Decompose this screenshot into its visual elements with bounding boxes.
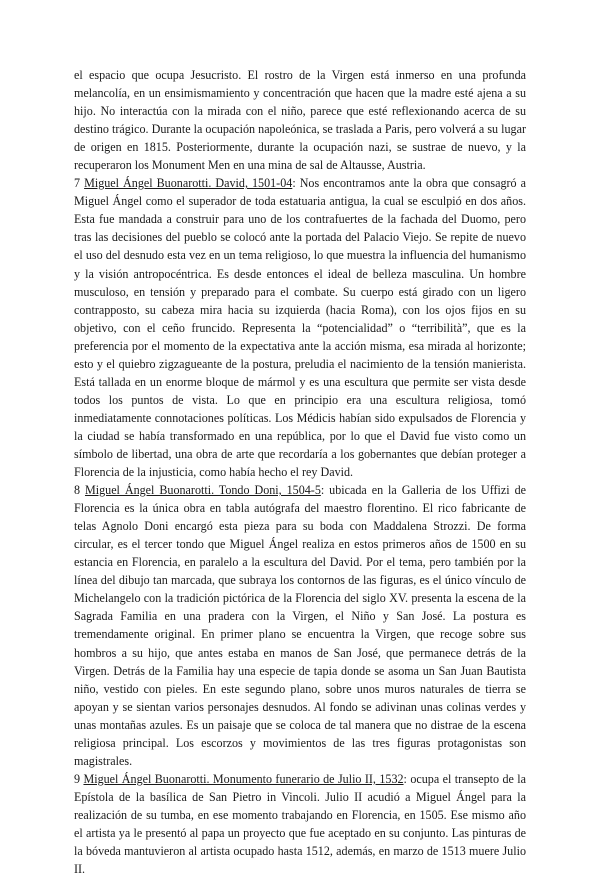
title-separator: : — [403, 771, 411, 786]
paragraph-body: el espacio que ocupa Jesucristo. El rostro de la Virgen está inmerso en una profunda melancolía, en un ensimismamiento y concentración que hacen que la madre esté ajena a su hijo. No interactúa con la mirada con el niño, parece que esté reflexionando acerca de su destino trágico. Durante la ocupación napoleónica, se traslada a Paris, pero volverá a su lugar de origen en 1815. Posteriormente, durante la ocupación nazi, se sustrae de nuevo, y la recuperaron los Monument Men en una mina de sal de Altausse, Austria. — [74, 68, 526, 173]
artwork-title-tondo-doni: Miguel Ángel Buonarotti. Tondo Doni, 1504-5 — [84, 483, 321, 498]
artwork-title-julio-ii: Miguel Ángel Buonarotti. Monumento funerario de Julio II, 1532 — [83, 771, 404, 786]
document-page — [74, 66, 526, 878]
title-separator: : — [292, 176, 300, 191]
paragraph-intro — [74, 66, 526, 174]
paragraph-david — [74, 174, 526, 481]
paragraph-number: 8 — [74, 483, 85, 498]
paragraph-number: 9 — [74, 771, 84, 786]
paragraph-tondo-doni — [74, 481, 526, 770]
paragraph-body: Nos encontramos ante la obra que consagró a Miguel Ángel como el superador de toda estatuaria antigua, la cual se esculpió en dos años. Esta fue mandada a construir para uno de los contrafuertes de la fachada del Duomo, pero tras las decisiones del pueblo se colocó ante la portada del Palacio Viejo. Se repite de nuevo el uso del desnudo esta vez en un tema religioso, lo que muestra la influencia del humanismo y la visión antropocéntrica. Es desde entonces el ideal de belleza masculina. Un hombre musculoso, en tensión y preparado para el combate. Su cuerpo está girado con un ligero contrapposto, su cabeza mira hacia su izquierda (hacia Roma), con los ojos fijos en su objetivo, con el ceño fruncido. Representa la “potencialidad” o “terribilità”, que es la preferencia por el momento de la expectativa ante la acción misma, esa mirada al horizonte; esto y el quiebro zigzagueante de la postura, preludia el nacimiento de la tensión manierista. Está tallada en un enorme bloque de mármol y es una escultura que permite ser vista desde todos los puntos de vista. Lo que en principio era una escultura religiosa, tomó inmediatamente connotaciones políticas. Los Médicis habían sido expulsados de Florencia y la ciudad se había transformado en una república, por lo que el David fue visto como un símbolo de libertad, una obra de arte que recordaría a los gobernantes que debían proteger a Florencia de la injusticia, como había hecho el rey David. — [74, 176, 526, 480]
title-separator: : — [320, 483, 330, 498]
paragraph-julio-ii — [74, 770, 526, 878]
paragraph-body: ubicada en la Galleria de los Uffizi de Florencia es la única obra en tabla autógrafa del maestro florentino. El rico fabricante de telas Agnolo Doni encargó esta pieza para su boda con Maddalena Strozzi. De forma circular, es el tercer tondo que Miguel Ángel realiza en estos primeros años de 1500 en su estancia en Florencia, en paralelo a la escultura del David. Por el tema, pero también por la línea del dibujo tan marcada, que subraya los contornos de las figuras, es el único vínculo de Michelangelo con la tradición pictórica de la Florencia del siglo XV. presenta la escena de la Sagrada Familia en una pradera con la Virgen, el Niño y San José. La postura es tremendamente original. En primer plano se encuentra la Virgen, que recoge sobre sus hombros a su hijo, que antes estaba en manos de San José, que permanece detrás de la Virgen. Detrás de la Familia hay una especie de tapia donde se asoma un San Juan Bautista niño, vestido con pieles. En este segundo plano, sobre unos muros naturales de tierra se apoyan y se sientan varios personajes desnudos. Al fondo se adivinan unas colinas verdes y unas montañas azules. Es un paisaje que se coloca de tal manera que no distrae de la escena religiosa principal. Los escorzos y movimientos de las tres figuras protagonistas son magistrales. — [74, 483, 526, 768]
paragraph-number: 7 — [74, 176, 85, 191]
artwork-title-david: Miguel Ángel Buonarotti. David, 1501-04 — [84, 176, 293, 191]
paragraph-body: ocupa el transepto de la Epístola de la basílica de San Pietro in Vincoli. Julio II acudió a Miguel Ángel para la realización de su tumba, en ese momento trabajando en Florencia, en 1505. Ese mismo año el artista ya le presentó al papa un proyecto que fue aceptado en su conjunto. Las pinturas de la bóveda mantuvieron al artista ocupado hasta 1512, además, en marzo de 1513 muere Julio II. — [74, 771, 526, 877]
